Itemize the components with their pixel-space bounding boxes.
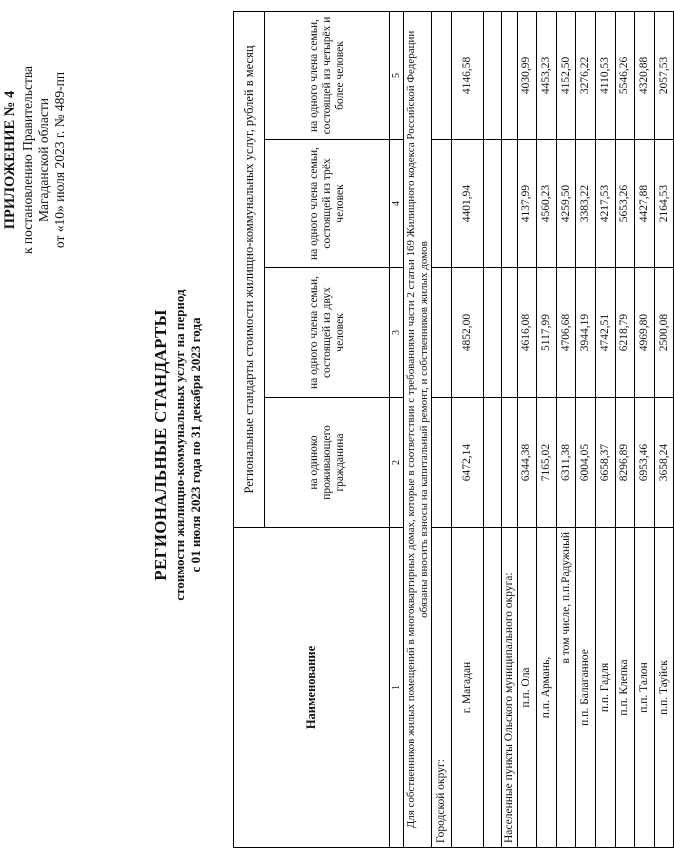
document-heading <box>150 165 204 725</box>
table-row <box>635 11 655 847</box>
appendix-date: от «10» июля 2023 г. № 489-пп <box>52 71 67 249</box>
row-value-1: 6658,37 <box>595 398 615 528</box>
table-row <box>556 11 576 847</box>
section-note: Для собственников жилых помещений в многоквартирных домах, которые в соответствии с требованиями части 2 статьи 169 Жилищного кодекса Российской Федерации обязаны вносить взносы на капитальный ремонт, и собственников жилых домов <box>404 11 432 847</box>
row-value-3: 2164,53 <box>654 140 674 268</box>
row-value-4: 5546,26 <box>615 11 635 139</box>
document-title: РЕГИОНАЛЬНЫЕ СТАНДАРТЫ <box>151 309 170 581</box>
appendix-line-1: к постановлению Правительства <box>20 65 35 255</box>
row-value-2: 4852,00 <box>451 268 483 398</box>
appendix-block <box>2 15 68 305</box>
header-row-1 <box>234 11 265 847</box>
col-number: 2 <box>390 398 404 528</box>
row-value-2: 6218,79 <box>615 268 635 398</box>
header-col-2: на одиноко проживающего гражданина <box>265 398 390 528</box>
row-value-1: 6472,14 <box>451 398 483 528</box>
table-row <box>615 11 635 847</box>
table-row <box>576 11 596 847</box>
row-value-1: 6953,46 <box>635 398 655 528</box>
header-col-5: на одного члена семьи, состоящей из четырёх и более человек <box>265 11 390 139</box>
row-value-4: 4453,23 <box>537 11 557 139</box>
row-value-4: 4110,53 <box>595 11 615 139</box>
standards-table <box>233 11 674 848</box>
row-value-2: 4706,68 <box>556 268 576 398</box>
row-value-4: 4146,58 <box>451 11 483 139</box>
section-note-row <box>404 11 432 847</box>
header-col-3: на одного члена семьи, состоящей из двух человек <box>265 268 390 398</box>
row-value-2: 4616,08 <box>517 268 537 398</box>
table-row <box>517 11 537 847</box>
col-number: 4 <box>390 140 404 268</box>
document-subtitle-2: с 01 июля 2023 года по 31 декабря 2023 года <box>188 317 203 573</box>
col-number: 3 <box>390 268 404 398</box>
row-value-4: 3276,22 <box>576 11 596 139</box>
row-value-3: 5653,26 <box>615 140 635 268</box>
document-subtitle-1: стоимости жилищно-коммунальных услуг на период <box>172 289 187 601</box>
col-number: 1 <box>390 528 404 848</box>
appendix-line-2: Магаданской области <box>36 98 51 222</box>
row-name: п.п. Талон <box>635 528 655 848</box>
row-value-3: 4427,88 <box>635 140 655 268</box>
row-name: п.п. Клепка <box>615 528 635 848</box>
row-value-3: 4401,94 <box>451 140 483 268</box>
row-name: п.п. Армань, <box>537 528 557 848</box>
row-value-1: 6344,38 <box>517 398 537 528</box>
row-value-2: 5117,99 <box>537 268 557 398</box>
row-value-2: 4969,80 <box>635 268 655 398</box>
col-number: 5 <box>390 11 404 139</box>
table-row <box>654 11 674 847</box>
row-value-4: 4320,88 <box>635 11 655 139</box>
row-value-1: 3658,24 <box>654 398 674 528</box>
row-value-2: 2500,08 <box>654 268 674 398</box>
row-value-4: 4030,99 <box>517 11 537 139</box>
group-row-olsky <box>501 11 517 847</box>
row-value-3: 3383,22 <box>576 140 596 268</box>
group-row-city <box>432 11 452 847</box>
row-name: п.п. Балаганное <box>576 528 596 848</box>
row-value-3: 4137,99 <box>517 140 537 268</box>
table-row <box>537 11 557 847</box>
row-value-1: 8296,89 <box>615 398 635 528</box>
row-value-3: 4560,23 <box>537 140 557 268</box>
header-col-4: на одного члена семьи, состоящей из трёх человек <box>265 140 390 268</box>
row-value-1: 7165,02 <box>537 398 557 528</box>
row-name: в том числе, п.п.Радужный <box>556 528 576 848</box>
row-value-3: 4217,53 <box>595 140 615 268</box>
row-name: п.п. Ола <box>517 528 537 848</box>
column-number-row <box>390 11 404 847</box>
appendix-title: ПРИЛОЖЕНИЕ № 4 <box>2 90 18 230</box>
header-group: Региональные стандарты стоимости жилищно-коммунальных услуг, рублей в месяц <box>234 11 265 527</box>
header-name: Наименование <box>234 528 390 848</box>
row-value-2: 4742,51 <box>595 268 615 398</box>
row-value-1: 6004,05 <box>576 398 596 528</box>
group-label-city: Городской округ: <box>432 528 452 848</box>
row-name: п.п. Гадля <box>595 528 615 848</box>
table-row <box>451 11 483 847</box>
blank-row <box>483 11 501 847</box>
row-value-2: 3944,19 <box>576 268 596 398</box>
group-label-olsky: Населенные пункты Ольского муниципального округа: <box>501 528 517 848</box>
row-name: п.п. Тауйск <box>654 528 674 848</box>
row-value-4: 2057,53 <box>654 11 674 139</box>
row-value-3: 4259,50 <box>556 140 576 268</box>
row-name: г. Магадан <box>451 528 483 848</box>
row-value-1: 6311,38 <box>556 398 576 528</box>
row-value-4: 4152,50 <box>556 11 576 139</box>
table-row <box>595 11 615 847</box>
